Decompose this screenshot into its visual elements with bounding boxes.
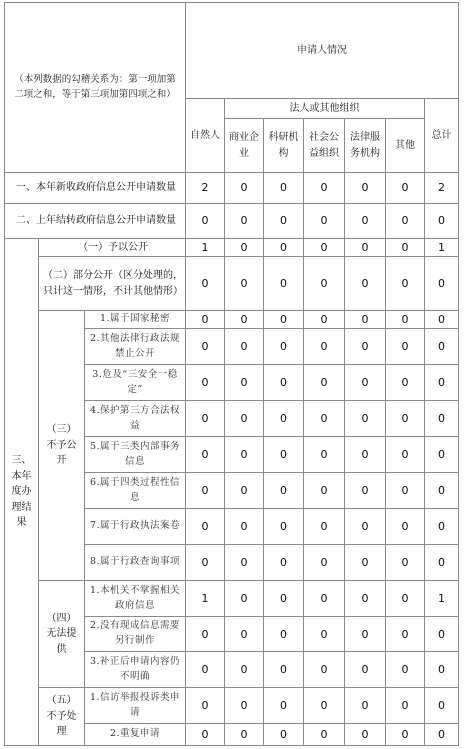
- table-cell: 0: [386, 581, 425, 617]
- table-cell: 0: [304, 581, 345, 617]
- applicant-header: 申请人情况: [186, 3, 459, 99]
- table-cell: 0: [425, 473, 459, 509]
- table-cell: 0: [264, 204, 304, 239]
- table-cell: 0: [264, 473, 304, 509]
- legal-group-header: 法人或其他组织: [225, 99, 425, 119]
- table-cell: 0: [386, 311, 425, 329]
- table-cell: 0: [345, 581, 386, 617]
- table-cell: 0: [386, 365, 425, 401]
- table-cell: 0: [304, 239, 345, 257]
- table-cell: 0: [304, 724, 345, 746]
- table-cell: 0: [225, 617, 264, 652]
- table-cell: 0: [225, 724, 264, 746]
- table-cell: 0: [264, 401, 304, 437]
- table-cell: 2: [425, 173, 459, 204]
- row-label: 二、上年结转政府信息公开申请数量: [5, 204, 186, 239]
- table-cell: 0: [264, 652, 304, 688]
- table-cell: 0: [186, 311, 225, 329]
- table-cell: 0: [186, 437, 225, 473]
- table-cell: 0: [425, 204, 459, 239]
- subsection-label: （五）不予处理: [39, 688, 85, 746]
- table-cell: 0: [345, 652, 386, 688]
- table-cell: 0: [264, 688, 304, 724]
- table-cell: 0: [225, 437, 264, 473]
- table-cell: 0: [386, 724, 425, 746]
- table-cell: 0: [186, 257, 225, 311]
- table-cell: 0: [186, 509, 225, 545]
- table-cell: 0: [186, 473, 225, 509]
- table-cell: 0: [225, 473, 264, 509]
- table-cell: 0: [345, 724, 386, 746]
- table-cell: 0: [186, 204, 225, 239]
- table-cell: 0: [225, 581, 264, 617]
- table-cell: 0: [304, 401, 345, 437]
- table-cell: 0: [345, 257, 386, 311]
- org-header: 其他: [386, 119, 425, 173]
- table-cell: 0: [264, 329, 304, 365]
- table-cell: 0: [264, 581, 304, 617]
- table-cell: 0: [386, 617, 425, 652]
- row-label: 一、本年新收政府信息公开申请数量: [5, 173, 186, 204]
- table-cell: 0: [345, 311, 386, 329]
- table-cell: 1: [186, 239, 225, 257]
- table-cell: 0: [386, 509, 425, 545]
- table-cell: 0: [264, 617, 304, 652]
- table-cell: 0: [264, 509, 304, 545]
- table-cell: 0: [225, 239, 264, 257]
- row-label: （一）予以公开: [39, 239, 186, 257]
- row-label: 2.其他法律行政法规禁止公开: [85, 329, 186, 365]
- table-cell: 0: [386, 329, 425, 365]
- table-cell: 0: [304, 545, 345, 581]
- row-label: 8.属于行政查询事项: [85, 545, 186, 581]
- table-cell: 0: [425, 617, 459, 652]
- natural-person-header: 自然人: [186, 99, 225, 173]
- table-cell: 0: [345, 239, 386, 257]
- table-cell: 2: [186, 173, 225, 204]
- table-cell: 0: [425, 688, 459, 724]
- row-label: 2.没有现成信息需要另行制作: [85, 617, 186, 652]
- table-cell: 0: [425, 257, 459, 311]
- table-cell: 0: [225, 311, 264, 329]
- table-cell: 0: [345, 473, 386, 509]
- table-cell: 0: [345, 617, 386, 652]
- table-cell: 0: [304, 311, 345, 329]
- table-cell: 0: [304, 688, 345, 724]
- table-cell: 0: [304, 437, 345, 473]
- table-cell: 0: [425, 652, 459, 688]
- table-cell: 0: [264, 724, 304, 746]
- table-cell: 0: [386, 688, 425, 724]
- table-cell: 0: [425, 437, 459, 473]
- table-cell: 0: [386, 437, 425, 473]
- table-cell: 0: [225, 365, 264, 401]
- table-cell: 0: [425, 509, 459, 545]
- table-cell: 0: [186, 365, 225, 401]
- row-label: 5.属于三类内部事务信息: [85, 437, 186, 473]
- table-cell: 0: [425, 365, 459, 401]
- table-cell: 0: [264, 173, 304, 204]
- table-cell: 0: [264, 239, 304, 257]
- subsection-label: （三）不予公开: [39, 311, 85, 581]
- row-label: 6.属于四类过程性信息: [85, 473, 186, 509]
- table-cell: 1: [186, 581, 225, 617]
- header-note: （本列数据的勾稽关系为：第一项加第二项之和，等于第三项加第四项之和）: [5, 3, 186, 173]
- table-cell: 0: [304, 329, 345, 365]
- table-cell: 0: [304, 617, 345, 652]
- disclosure-table-container: [4, 2, 459, 746]
- table-cell: 0: [304, 173, 345, 204]
- org-header: 社会公益组织: [304, 119, 345, 173]
- table-cell: 0: [225, 652, 264, 688]
- subsection-label: （四）无法提供: [39, 581, 85, 688]
- org-header: 商业企业: [225, 119, 264, 173]
- table-cell: 0: [425, 329, 459, 365]
- table-cell: 0: [225, 173, 264, 204]
- table-cell: 0: [225, 688, 264, 724]
- table-cell: 0: [225, 509, 264, 545]
- table-cell: 0: [186, 652, 225, 688]
- table-cell: 0: [425, 724, 459, 746]
- table-cell: 0: [345, 688, 386, 724]
- table-cell: 0: [345, 401, 386, 437]
- table-cell: 0: [386, 401, 425, 437]
- total-header: 总计: [425, 99, 459, 173]
- row-label: 7.属于行政执法案卷: [85, 509, 186, 545]
- section-label: 三、本年度办理结果: [5, 239, 39, 746]
- table-cell: 0: [186, 724, 225, 746]
- table-cell: 0: [186, 401, 225, 437]
- table-cell: 0: [304, 473, 345, 509]
- table-cell: 0: [225, 401, 264, 437]
- table-cell: 0: [186, 617, 225, 652]
- table-cell: 0: [186, 545, 225, 581]
- table-cell: 0: [225, 545, 264, 581]
- table-cell: 0: [304, 204, 345, 239]
- row-label: （二）部分公开（区分处理的，只计这一情形，不计其他情形）: [39, 257, 186, 311]
- table-cell: 0: [264, 365, 304, 401]
- table-cell: 0: [425, 401, 459, 437]
- table-cell: 0: [225, 204, 264, 239]
- table-cell: 0: [386, 545, 425, 581]
- table-cell: 0: [225, 329, 264, 365]
- table-cell: 0: [345, 173, 386, 204]
- row-label: 1.信访举报投诉类申请: [85, 688, 186, 724]
- row-label: 1.属于国家秘密: [85, 311, 186, 329]
- table-cell: 0: [304, 257, 345, 311]
- row-label: 4.保护第三方合法权益: [85, 401, 186, 437]
- org-header: 法律服务机构: [345, 119, 386, 173]
- table-cell: 0: [345, 204, 386, 239]
- disclosure-table: [4, 2, 459, 746]
- table-cell: 0: [264, 257, 304, 311]
- table-cell: 0: [304, 652, 345, 688]
- table-cell: 0: [425, 545, 459, 581]
- row-label: 3.补正后申请内容仍不明确: [85, 652, 186, 688]
- table-cell: 0: [345, 509, 386, 545]
- table-cell: 0: [186, 688, 225, 724]
- table-cell: 0: [345, 365, 386, 401]
- table-cell: 0: [345, 329, 386, 365]
- table-cell: 0: [386, 173, 425, 204]
- table-cell: 0: [264, 311, 304, 329]
- table-cell: 0: [386, 239, 425, 257]
- table-cell: 0: [304, 365, 345, 401]
- row-label: 1.本机关不掌握相关政府信息: [85, 581, 186, 617]
- table-cell: 0: [386, 204, 425, 239]
- table-cell: 1: [425, 239, 459, 257]
- table-cell: 0: [425, 311, 459, 329]
- org-header: 科研机构: [264, 119, 304, 173]
- table-cell: 0: [386, 473, 425, 509]
- table-cell: 1: [425, 581, 459, 617]
- table-cell: 0: [264, 437, 304, 473]
- table-cell: 0: [225, 257, 264, 311]
- table-cell: 0: [264, 545, 304, 581]
- table-cell: 0: [186, 329, 225, 365]
- table-cell: 0: [345, 437, 386, 473]
- table-cell: 0: [304, 509, 345, 545]
- table-cell: 0: [345, 545, 386, 581]
- table-cell: 0: [386, 257, 425, 311]
- table-cell: 0: [386, 652, 425, 688]
- row-label: 2.重复申请: [85, 724, 186, 746]
- row-label: 3.危及“三安全一稳定”: [85, 365, 186, 401]
